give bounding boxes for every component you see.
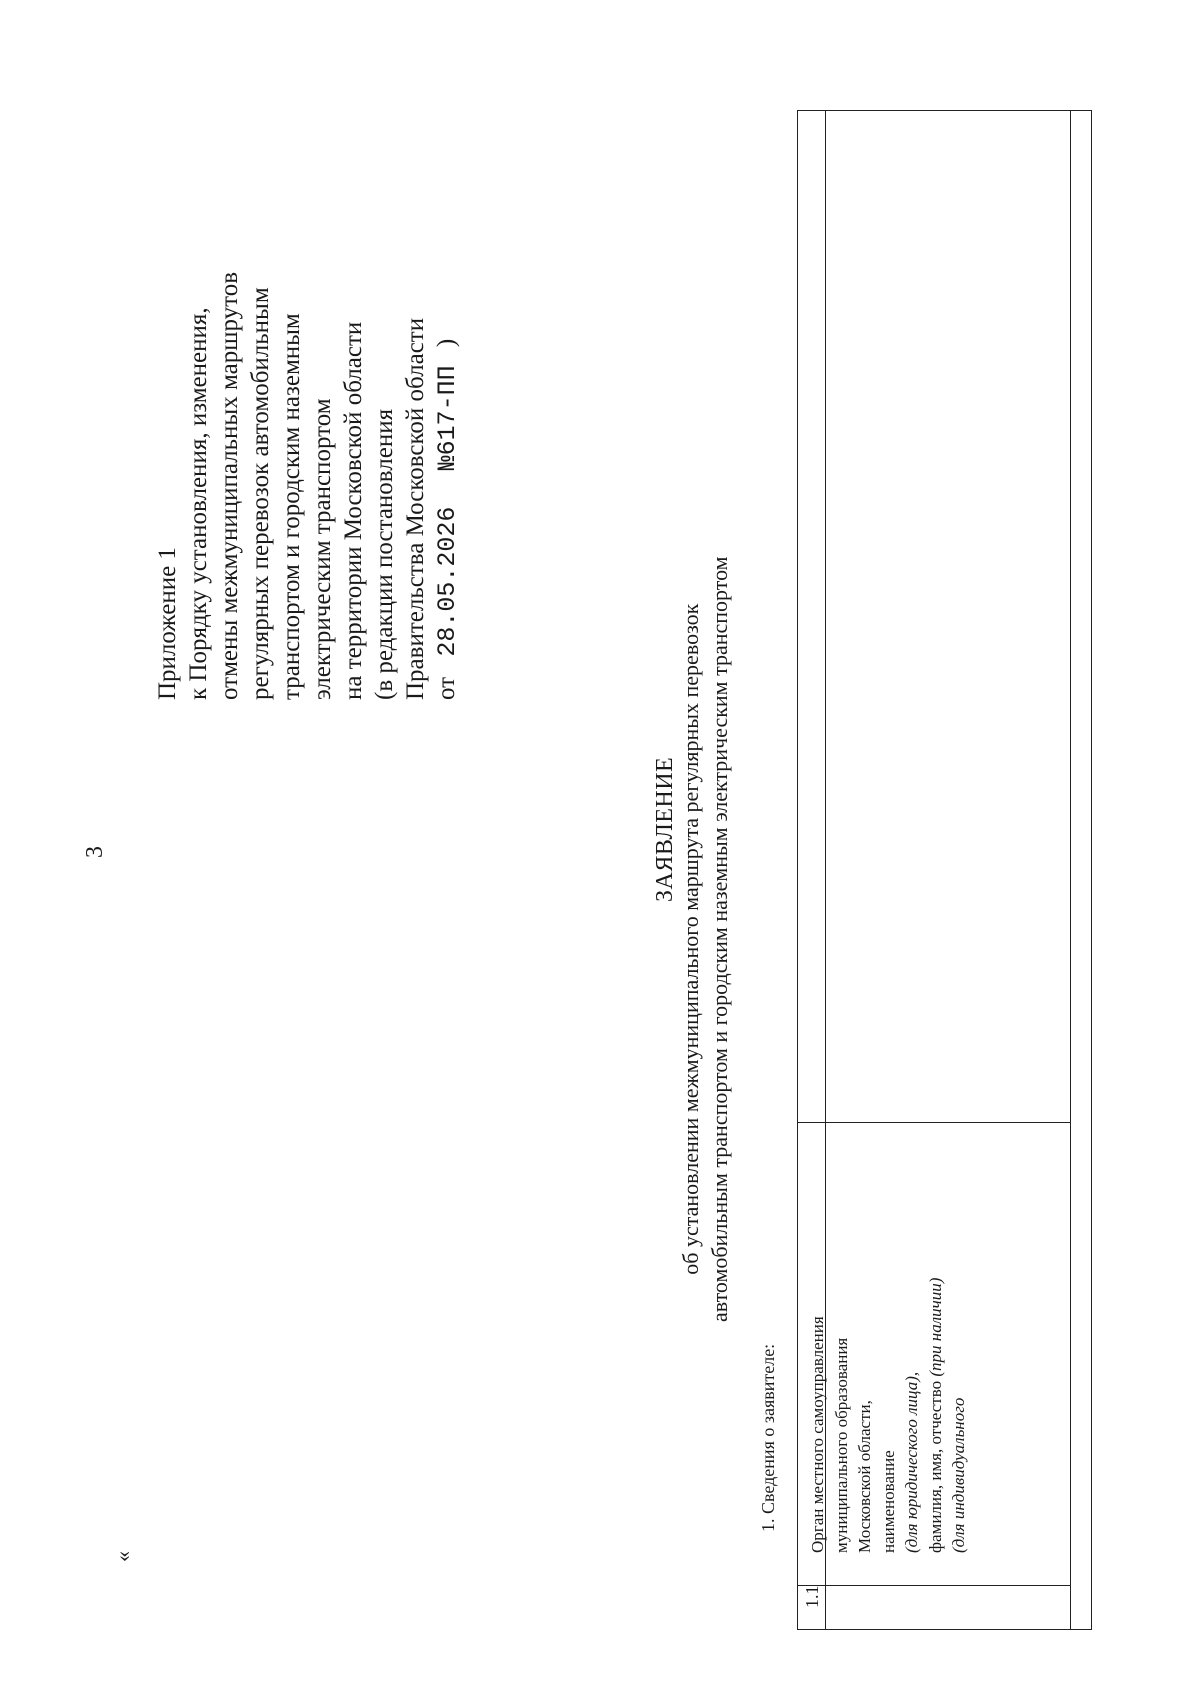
appendix-line: (в редакции постановления xyxy=(371,408,398,700)
subtitle-line: об установлении межмуниципального маршрута регулярных перевозок xyxy=(678,603,703,1275)
closing-bracket: ) xyxy=(433,338,460,348)
appendix-line: на территории Московской области xyxy=(340,321,367,700)
page-number: 3 xyxy=(82,846,108,858)
appendix-line: транспортом и городским наземным xyxy=(278,313,305,700)
table-row-number: 1.1 xyxy=(802,1585,822,1608)
quote-mark: « xyxy=(110,1551,135,1562)
subtitle-line: автомобильным транспортом и городским наземным электрическим транспортом xyxy=(707,556,732,1322)
table-row-label xyxy=(806,1278,971,1553)
appendix-line: отмены межмуниципальных маршрутов xyxy=(216,271,243,700)
label-line-mixed xyxy=(924,1278,948,1553)
appendix-line: к Порядку установления, изменения, xyxy=(185,307,212,700)
label-italic-part: (при наличии) xyxy=(925,1277,945,1377)
table-row-divider xyxy=(1070,110,1071,1630)
label-line: Московской области, xyxy=(855,1400,874,1553)
appendix-date-line xyxy=(431,272,462,700)
label-line-italic: (для юридического лица), xyxy=(902,1371,921,1553)
table-column-divider xyxy=(797,1585,1070,1586)
appendix-line: электрическим транспортом xyxy=(309,398,336,700)
appendix-line: Приложение 1 xyxy=(154,547,181,700)
document-title: ЗАЯВЛЕНИЕ xyxy=(652,756,678,902)
label-line-italic: (для индивидуального xyxy=(949,1397,968,1553)
appendix-line: Правительства Московской области xyxy=(402,317,429,700)
label-line: Орган местного самоуправления xyxy=(808,1316,827,1553)
stamped-date: 28.05.2026 xyxy=(433,506,462,657)
appendix-line: регулярных перевозок автомобильным xyxy=(247,287,274,700)
label-plain-part: фамилия, имя, отчество xyxy=(925,1376,945,1553)
label-line: муниципального образования xyxy=(831,1337,851,1553)
date-prefix: от xyxy=(433,676,460,700)
appendix-block xyxy=(152,272,462,700)
section-heading: 1. Сведения о заявителе: xyxy=(758,1343,778,1532)
label-line: наименование xyxy=(878,1450,898,1553)
stamped-number: №617-ПП xyxy=(433,365,462,471)
table-column-divider xyxy=(797,1122,1070,1123)
document-subtitle xyxy=(676,556,734,1322)
